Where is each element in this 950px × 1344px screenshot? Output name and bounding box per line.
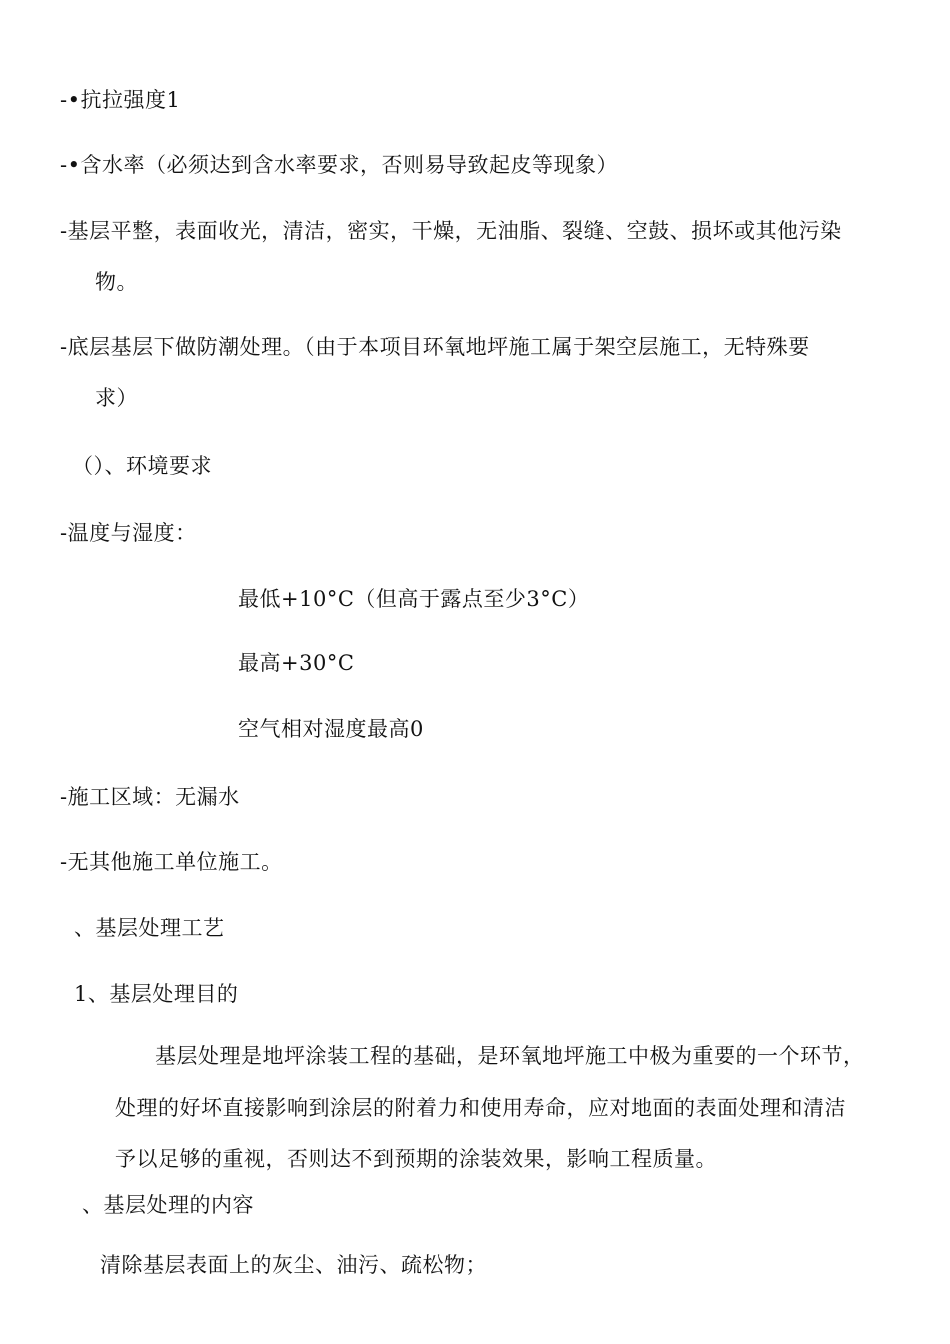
section-heading: 、基层处理的内容 <box>82 1193 254 1217</box>
text-line: -底层基层下做防潮处理。（由于本项目环氧地坪施工属于架空层施工，无特殊要 <box>60 335 810 359</box>
paragraph-line: 处理的好坏直接影响到涂层的附着力和使用寿命，应对地面的表面处理和清洁 <box>115 1096 846 1120</box>
paragraph-line: 基层处理是地坪涂装工程的基础，是环氧地坪施工中极为重要的一个环节， <box>155 1044 865 1068</box>
text-line: -温度与湿度： <box>60 521 197 545</box>
text-line: -基层平整，表面收光，清洁，密实，干燥，无油脂、裂缝、空鼓、损坏或其他污染 <box>60 219 842 243</box>
text-line: 空气相对湿度最高0 <box>238 717 424 741</box>
text-line: 最低+10°C（但高于露点至少3°C） <box>238 587 590 611</box>
text-line: 最高+30°C <box>238 651 355 675</box>
text-line: -施工区域：无漏水 <box>60 785 240 809</box>
section-heading: 1、基层处理目的 <box>74 982 239 1006</box>
text-line: 求） <box>95 386 138 410</box>
text-line: -•含水率（必须达到含水率要求，否则易导致起皮等现象） <box>60 153 618 177</box>
text-line: 物。 <box>95 270 138 294</box>
section-heading: （）、环境要求 <box>72 454 212 478</box>
text-line: -无其他施工单位施工。 <box>60 850 283 874</box>
text-line: -•抗拉强度1 <box>60 88 181 112</box>
section-heading: 、基层处理工艺 <box>74 916 225 940</box>
text-line: 清除基层表面上的灰尘、油污、疏松物； <box>100 1253 487 1277</box>
paragraph-line: 予以足够的重视，否则达不到预期的涂装效果，影响工程质量。 <box>115 1147 717 1171</box>
